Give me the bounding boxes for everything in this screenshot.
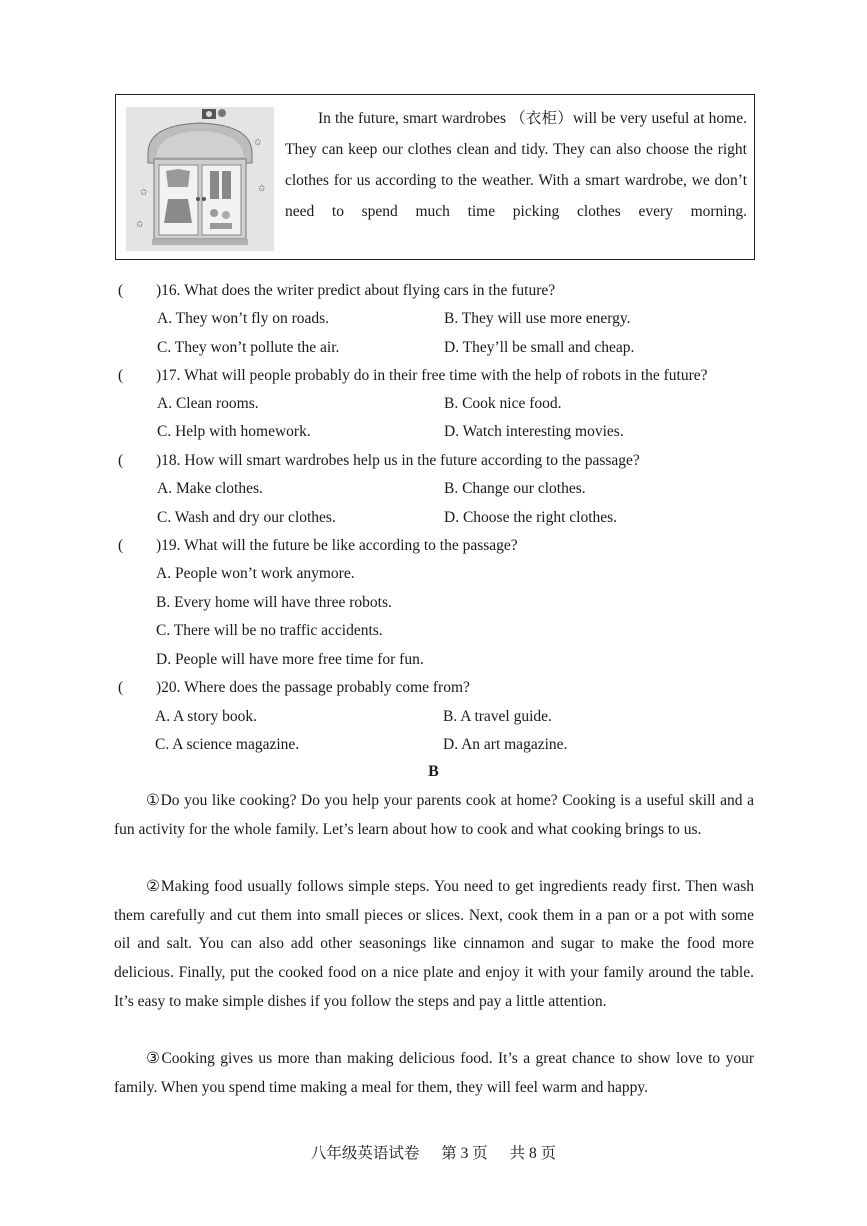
footer-page: 第 3 页 bbox=[441, 1145, 488, 1162]
option: A. Clean rooms. bbox=[157, 395, 259, 412]
option: B. Change our clothes. bbox=[444, 480, 586, 497]
question-16: ( )16. What does the writer predict about flying cars in the future? bbox=[118, 282, 556, 299]
section-b-heading: B bbox=[428, 763, 439, 780]
option: D. Watch interesting movies. bbox=[444, 423, 624, 440]
paragraph-3: ③Cooking gives us more than making delicious food. It’s a great chance to show love to your family. When you spend time making a meal for them, they will feel warm and happy. bbox=[114, 1050, 754, 1096]
page-footer bbox=[0, 1141, 867, 1163]
option: D. An art magazine. bbox=[443, 736, 568, 753]
footer-total: 共 8 页 bbox=[509, 1145, 557, 1162]
option: D. People will have more free time for fun. bbox=[156, 651, 424, 668]
option: C. There will be no traffic accidents. bbox=[156, 622, 383, 639]
paragraph-1: ①Do you like cooking? Do you help your parents cook at home? Cooking is a useful skill and a fun activity for the whole family. Let’s learn about how to cook and what cooking brings to us. bbox=[114, 792, 754, 838]
option: B. Every home will have three robots. bbox=[156, 594, 392, 611]
question-18: ( )18. How will smart wardrobes help us in the future according to the passage? bbox=[118, 452, 640, 469]
option: C. Help with homework. bbox=[157, 423, 311, 440]
option: C. Wash and dry our clothes. bbox=[157, 509, 336, 526]
option: D. Choose the right clothes. bbox=[444, 509, 618, 526]
option: A. People won’t work anymore. bbox=[156, 565, 355, 582]
footer-subject: 八年级英语试卷 bbox=[310, 1145, 420, 1162]
option: A. Make clothes. bbox=[157, 480, 263, 497]
option: B. Cook nice food. bbox=[444, 395, 562, 412]
svg-text:✩: ✩ bbox=[258, 183, 266, 193]
reading-box bbox=[115, 94, 755, 260]
option: B. A travel guide. bbox=[443, 708, 552, 725]
box-paragraph: In the future, smart wardrobes （衣柜）will be very useful at home. They can keep our clothes clean and tidy. They can also choose the right clothes for us according to the weather. With a smart wardrobe, we don’t need to spend much time picking clothes every morning. bbox=[285, 110, 747, 220]
smart-wardrobe-illustration bbox=[126, 107, 274, 251]
question-19: ( )19. What will the future be like according to the passage? bbox=[118, 537, 518, 554]
question-17: ( )17. What will people probably do in their free time with the help of robots in the future? bbox=[118, 367, 708, 384]
paragraph-2: ②Making food usually follows simple steps. You need to get ingredients ready first. Then wash them carefully and cut them into small pieces or slices. Next, cook them in a pan or a pot with some oil and salt. You can also add other seasonings like cinnamon and sugar to make the food more delicious. Finally, put the cooked food on a nice plate and enjoy it with your family around the table. It’s easy to make simple dishes if you follow the steps and pay a little attention. bbox=[114, 878, 754, 1010]
option: C. A science magazine. bbox=[155, 736, 300, 753]
svg-text:✩: ✩ bbox=[254, 137, 262, 147]
option: A. They won’t fly on roads. bbox=[157, 310, 330, 327]
svg-text:✩: ✩ bbox=[136, 219, 144, 229]
question-20: ( )20. Where does the passage probably come from? bbox=[118, 679, 470, 696]
option: C. They won’t pollute the air. bbox=[157, 339, 340, 356]
svg-text:✩: ✩ bbox=[140, 187, 148, 197]
option: D. They’ll be small and cheap. bbox=[444, 339, 635, 356]
option: A. A story book. bbox=[155, 708, 258, 725]
option: B. They will use more energy. bbox=[444, 310, 631, 327]
